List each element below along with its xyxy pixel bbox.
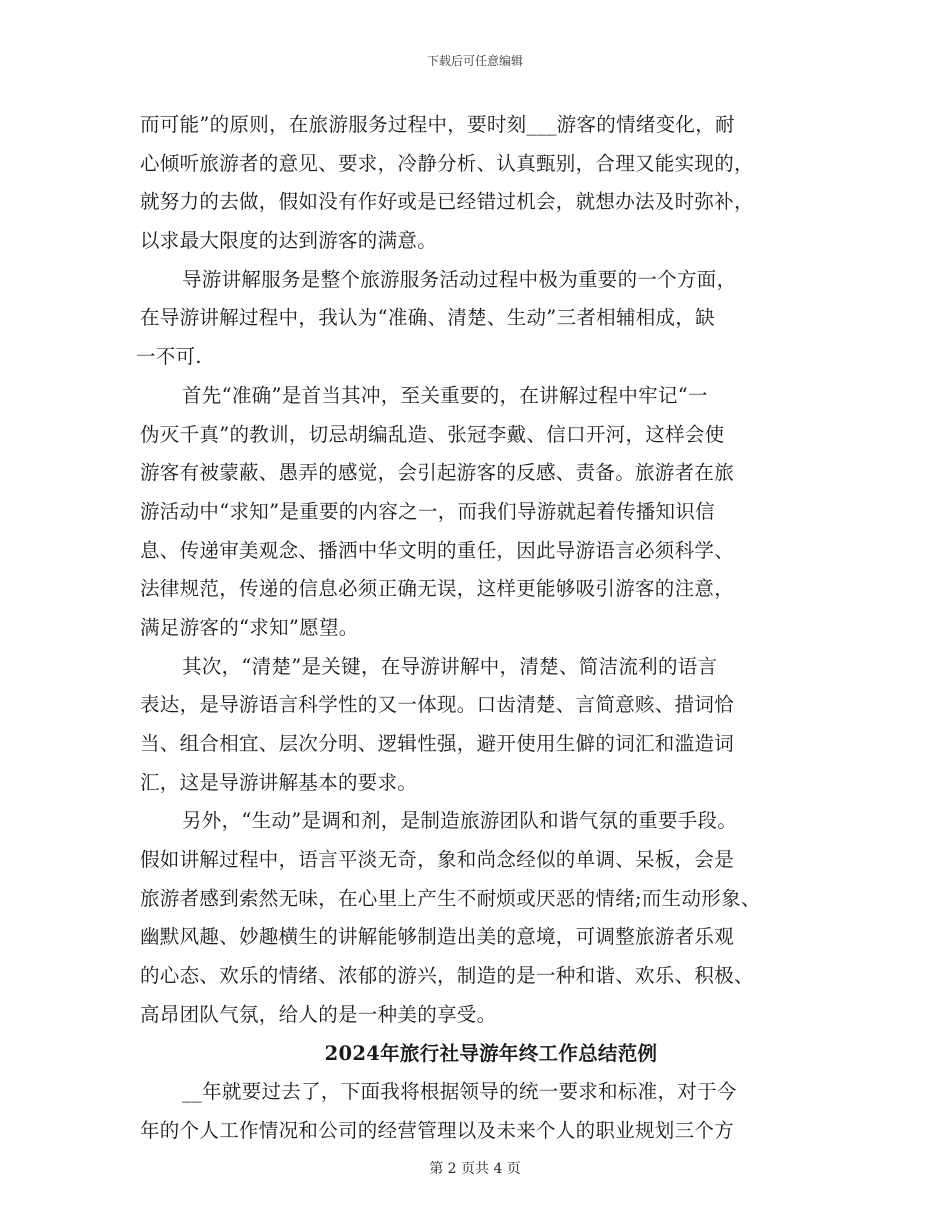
paragraph-line: 心倾听旅游者的意见、要求，冷静分析、认真甄别，合理又能实现的， <box>140 151 754 175</box>
paragraph-line: 以求最大限度的达到游客的满意。 <box>140 229 438 253</box>
paragraph-line: 就努力的去做，假如没有作好或是已经错过机会，就想办法及时弥补， <box>140 190 754 214</box>
section-title: 2024年旅行社导游年终工作总结范例 <box>324 1041 658 1065</box>
paragraph-line: __年就要过去了，下面我将根据领导的统一要求和标准，对于今 <box>182 1080 737 1104</box>
paragraph-line: 一不可. <box>136 345 202 369</box>
paragraph-line: 当、组合相宜、层次分明、逻辑性强，避开使用生僻的词汇和滥造词 <box>140 732 735 755</box>
paragraph-line: 导游讲解服务是整个旅游服务活动过程中极为重要的一个方面， <box>182 267 737 291</box>
document-body <box>136 106 812 1151</box>
paragraph-line: 高昂团队气氛，给人的是一种美的享受。 <box>140 1002 497 1026</box>
paragraph-line: 而可能”的原则，在旅游服务过程中，要时刻___游客的情绪变化，耐 <box>140 113 735 136</box>
paragraph-line: 首先“准确”是首当其冲，至关重要的，在讲解过程中牢记“一 <box>182 383 708 407</box>
paragraph-line: 法律规范，传递的信息必须正确无误，这样更能够吸引游客的注意， <box>140 577 735 601</box>
paragraph-line: 伪灭千真”的教训，切忌胡编乱造、张冠李戴、信口开河，这样会使 <box>140 422 725 446</box>
paragraph-line: 息、传递审美观念、播洒中华文明的重任，因此导游语言必须科学、 <box>140 538 735 562</box>
paragraph-line: 汇，这是导游讲解基本的要求。 <box>140 770 418 794</box>
paragraph-line: 假如讲解过程中，语言平淡无奇，象和尚念经似的单调、呆板，会是 <box>140 848 735 872</box>
paragraph-line: 表达，是导游语言科学性的又一体现。口齿清楚、言简意赅、措词恰 <box>140 693 735 717</box>
paragraph-line: 另外，“生动”是调和剂，是制造旅游团队和谐气氛的重要手段。 <box>182 809 738 833</box>
paragraph-line: 旅游者感到索然无味，在心里上产生不耐烦或厌恶的情绪;而生动形象、 <box>140 886 761 910</box>
paragraph-line: 游客有被蒙蔽、愚弄的感觉，会引起游客的反感、责备。旅游者在旅 <box>140 461 735 485</box>
paragraph-line: 满足游客的“求知”愿望。 <box>140 615 359 639</box>
paragraph-line: 在导游讲解过程中，我认为“准确、清楚、生动”三者相辅相成，缺 <box>140 306 715 330</box>
page-header: 下载后可任意编辑 <box>426 54 523 68</box>
paragraph-line: 游活动中“求知”是重要的内容之一，而我们导游就起着传播知识信 <box>140 499 715 523</box>
paragraph-line: 年的个人工作情况和公司的经营管理以及未来个人的职业规划三个方 <box>140 1118 735 1142</box>
paragraph-line: 其次，“清楚”是关键，在导游讲解中，清楚、简洁流利的语言 <box>182 654 718 678</box>
paragraph-line: 幽默风趣、妙趣横生的讲解能够制造出美的意境，可调整旅游者乐观 <box>140 925 735 949</box>
paragraph-line: 的心态、欢乐的情绪、浓郁的游兴，制造的是一种和谐、欢乐、积极、 <box>140 964 754 988</box>
page-footer: 第 2 页共 4 页 <box>429 1161 521 1177</box>
